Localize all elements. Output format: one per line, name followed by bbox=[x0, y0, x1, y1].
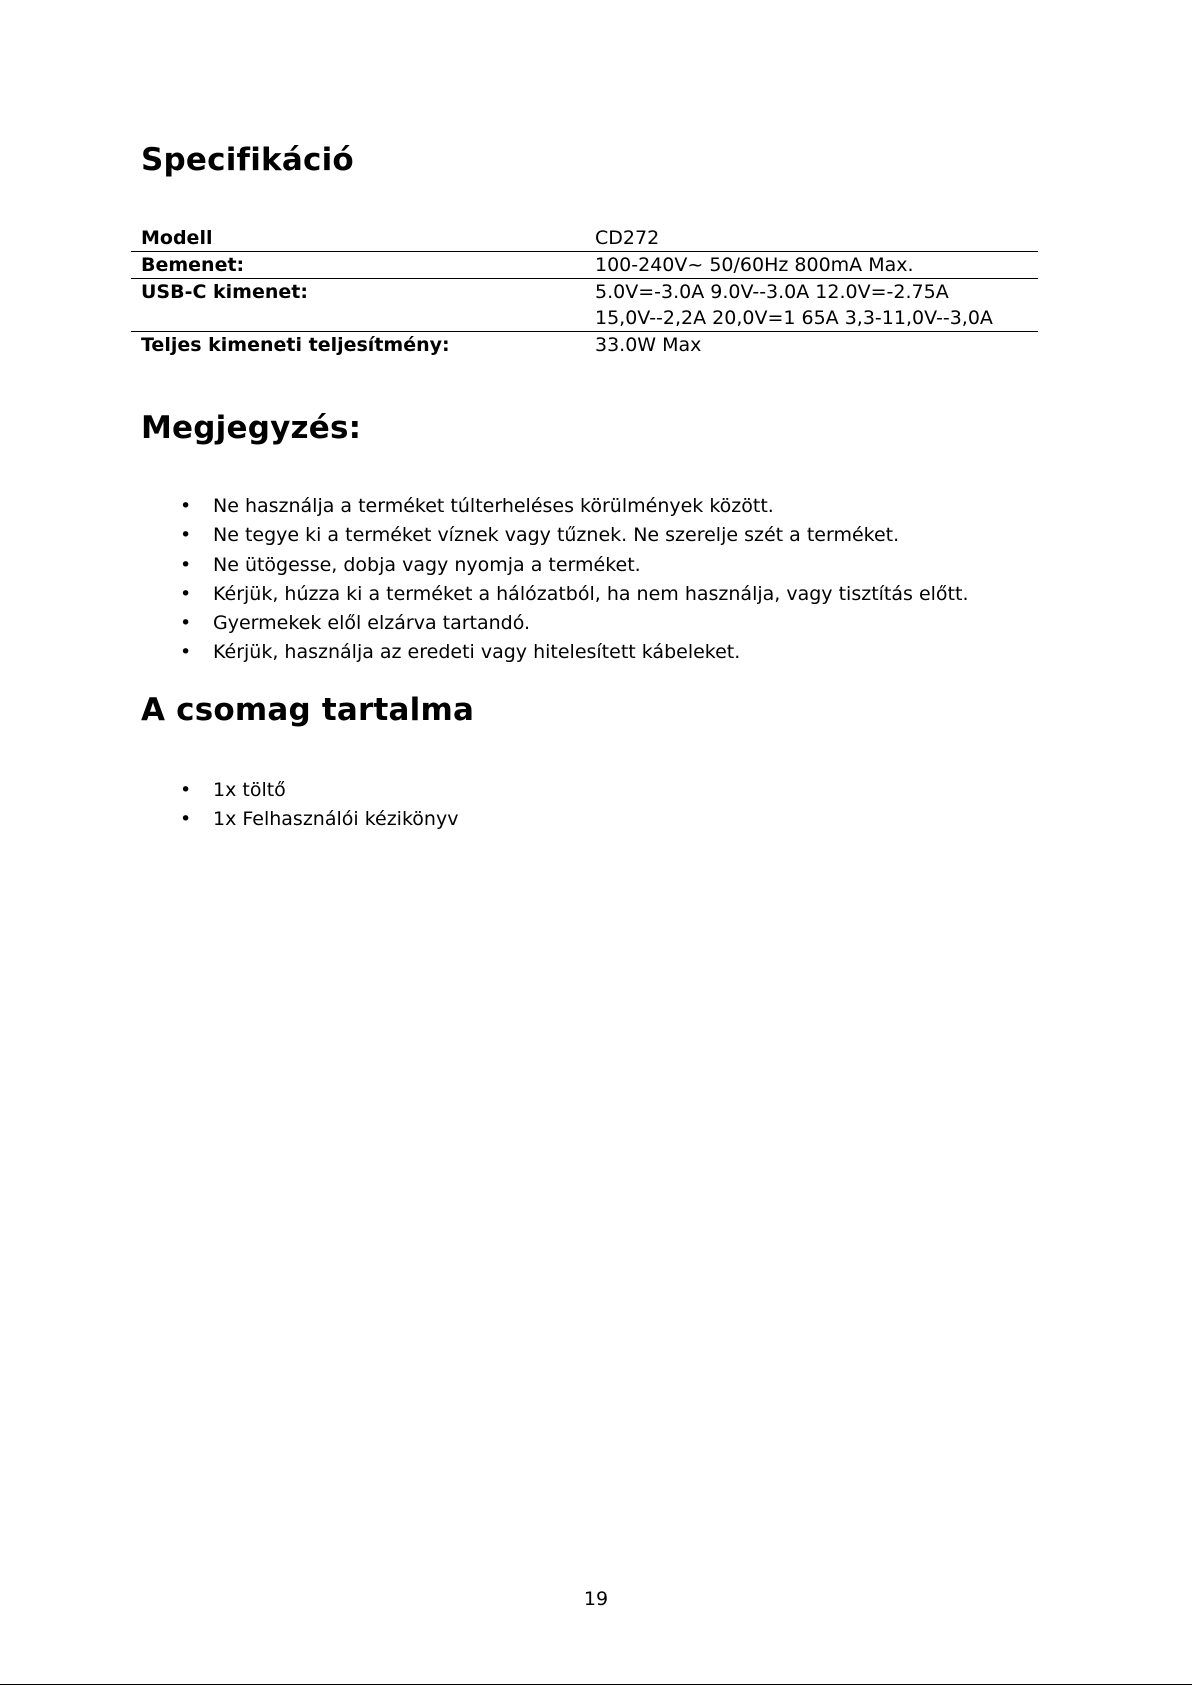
spec-row-usb-c-output bbox=[131, 279, 1038, 332]
notes-list bbox=[0, 492, 968, 668]
bullet-icon: • bbox=[180, 582, 192, 605]
specification-table bbox=[131, 225, 1038, 358]
specification-heading: Specifikáció bbox=[141, 142, 354, 178]
list-item bbox=[0, 580, 968, 609]
spec-label: Modell bbox=[141, 227, 213, 249]
spec-value-line: 15,0V--2,2A 20,0V=1 65A 3,3-11,0V--3,0A bbox=[595, 307, 993, 329]
bullet-icon: • bbox=[180, 641, 192, 664]
package-contents-heading: A csomag tartalma bbox=[141, 692, 475, 728]
list-item-text: 1x töltő bbox=[213, 779, 286, 801]
bullet-icon: • bbox=[180, 779, 192, 801]
list-item-text: Gyermekek elől elzárva tartandó. bbox=[213, 612, 531, 635]
list-item bbox=[0, 492, 968, 521]
list-item-text: Ne tegye ki a terméket víznek vagy tűznek. Ne szerelje szét a terméket. bbox=[213, 524, 900, 547]
list-item-text: 1x Felhasználói kézikönyv bbox=[213, 808, 459, 831]
bullet-icon: • bbox=[180, 495, 192, 517]
list-item bbox=[0, 521, 968, 550]
list-item bbox=[0, 805, 458, 834]
list-item-text: Ne ütögesse, dobja vagy nyomja a terméket. bbox=[213, 553, 641, 576]
list-item bbox=[0, 776, 458, 805]
bullet-icon: • bbox=[180, 612, 192, 635]
list-item-text: Kérjük, húzza ki a terméket a hálózatból, ha nem használja, vagy tisztítás előtt. bbox=[213, 582, 969, 605]
bullet-icon: • bbox=[180, 524, 192, 547]
list-item bbox=[0, 638, 968, 667]
spec-value-line: CD272 bbox=[595, 227, 660, 249]
spec-row-total-output bbox=[131, 332, 1038, 359]
spec-value bbox=[585, 332, 1038, 359]
spec-value-line: 100-240V~ 50/60Hz 800mA Max. bbox=[595, 254, 914, 276]
bullet-icon: • bbox=[180, 808, 192, 831]
list-item-text: Kérjük, használja az eredeti vagy hitelesített kábeleket. bbox=[213, 641, 741, 664]
spec-value bbox=[585, 252, 1038, 279]
spec-row-input bbox=[131, 252, 1038, 279]
page-number: 19 bbox=[583, 1588, 609, 1610]
spec-value-line: 5.0V=-3.0A 9.0V--3.0A 12.0V=-2.75A bbox=[595, 281, 949, 303]
notes-heading: Megjegyzés: bbox=[141, 410, 362, 446]
list-item bbox=[0, 609, 968, 638]
spec-label: Teljes kimeneti teljesítmény: bbox=[131, 332, 585, 359]
package-contents-list bbox=[0, 776, 458, 835]
spec-value-line: 33.0W Max bbox=[595, 334, 702, 356]
list-item-text: Ne használja a terméket túlterheléses körülmények között. bbox=[213, 495, 774, 517]
spec-row-model bbox=[131, 225, 1038, 252]
spec-label: USB-C kimenet: bbox=[131, 279, 585, 332]
list-item bbox=[0, 551, 968, 580]
spec-value bbox=[585, 225, 1038, 252]
bullet-icon: • bbox=[180, 553, 192, 576]
spec-value bbox=[585, 279, 1038, 332]
spec-label: Bemenet: bbox=[131, 252, 585, 279]
